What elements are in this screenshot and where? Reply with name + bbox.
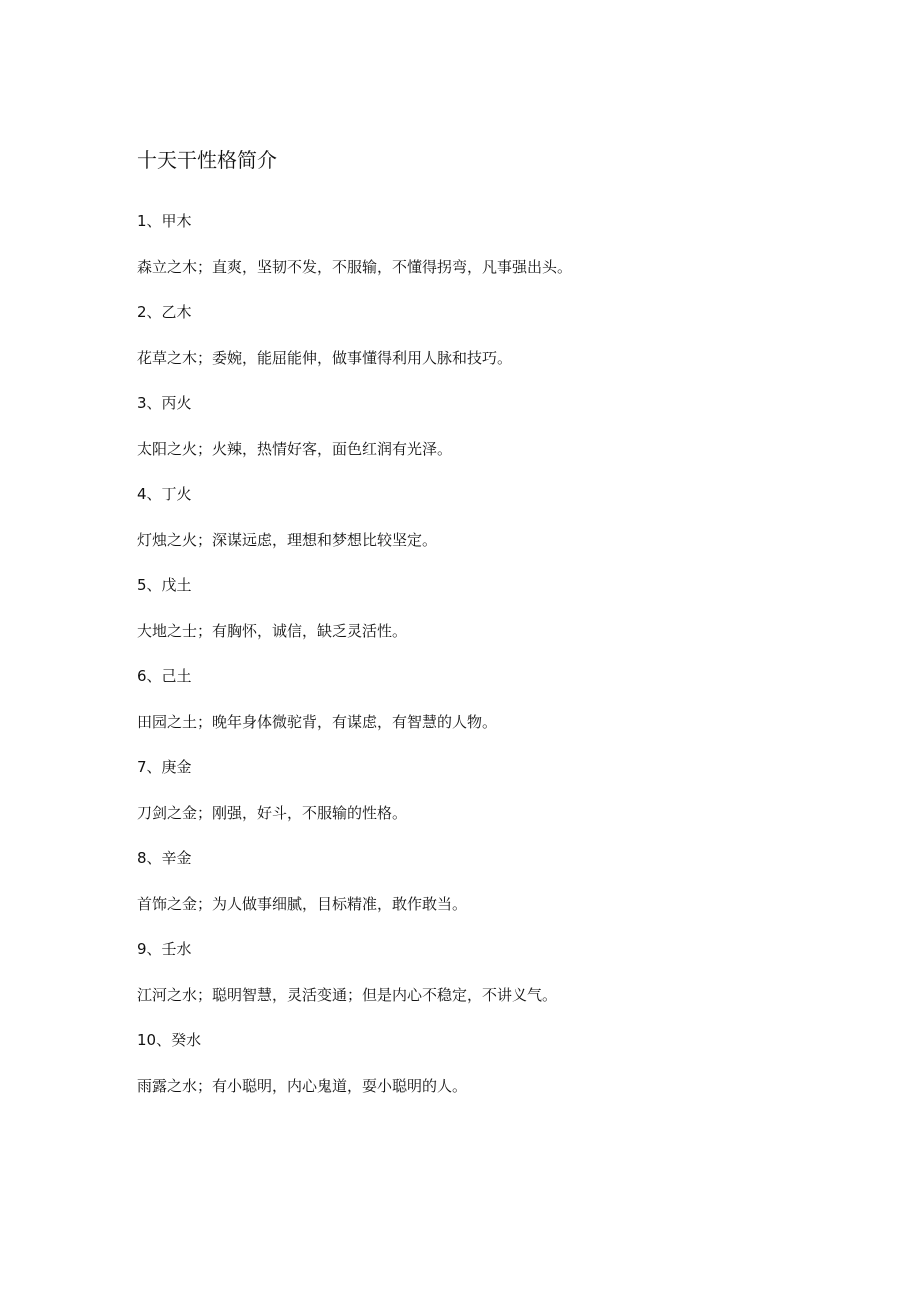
- entry-description: 江河之水；聪明智慧，灵活变通；但是内心不稳定，不讲义气。: [137, 986, 558, 1004]
- entry-heading: 1、甲木: [137, 212, 192, 230]
- list-item: [137, 481, 837, 572]
- entry-description: 首饰之金；为人做事细腻，目标精准，敢作敢当。: [137, 895, 468, 913]
- list-item: [137, 208, 837, 299]
- entry-description: 田园之土；晚年身体微驼背，有谋虑，有智慧的人物。: [137, 713, 498, 731]
- list-item: [137, 299, 837, 390]
- entry-description: 大地之士；有胸怀，诚信，缺乏灵活性。: [137, 622, 408, 640]
- entry-heading: 2、乙木: [137, 303, 192, 321]
- entry-list: [137, 208, 837, 1118]
- entry-heading: 9、壬水: [137, 940, 192, 958]
- entry-heading: 6、己土: [137, 667, 192, 685]
- list-item: [137, 390, 837, 481]
- entry-heading: 7、庚金: [137, 758, 192, 776]
- entry-heading: 4、丁火: [137, 485, 192, 503]
- entry-heading: 5、戊土: [137, 576, 192, 594]
- document-title: 十天干性格简介: [137, 148, 277, 172]
- entry-heading: 10、癸水: [137, 1031, 202, 1049]
- entry-description: 刀剑之金；刚强，好斗，不服输的性格。: [137, 804, 408, 822]
- entry-description: 雨露之水；有小聪明，内心鬼道，耍小聪明的人。: [137, 1077, 468, 1095]
- list-item: [137, 754, 837, 845]
- entry-heading: 8、辛金: [137, 849, 192, 867]
- entry-heading: 3、丙火: [137, 394, 192, 412]
- list-item: [137, 845, 837, 936]
- list-item: [137, 1027, 837, 1118]
- entry-description: 灯烛之火；深谋远虑，理想和梦想比较坚定。: [137, 531, 438, 549]
- list-item: [137, 572, 837, 663]
- entry-description: 森立之木；直爽，坚韧不发，不服输，不懂得拐弯，凡事强出头。: [137, 258, 573, 276]
- list-item: [137, 663, 837, 754]
- list-item: [137, 936, 837, 1027]
- entry-description: 花草之木；委婉，能屈能伸，做事懂得利用人脉和技巧。: [137, 349, 513, 367]
- entry-description: 太阳之火；火辣，热情好客，面色红润有光泽。: [137, 440, 453, 458]
